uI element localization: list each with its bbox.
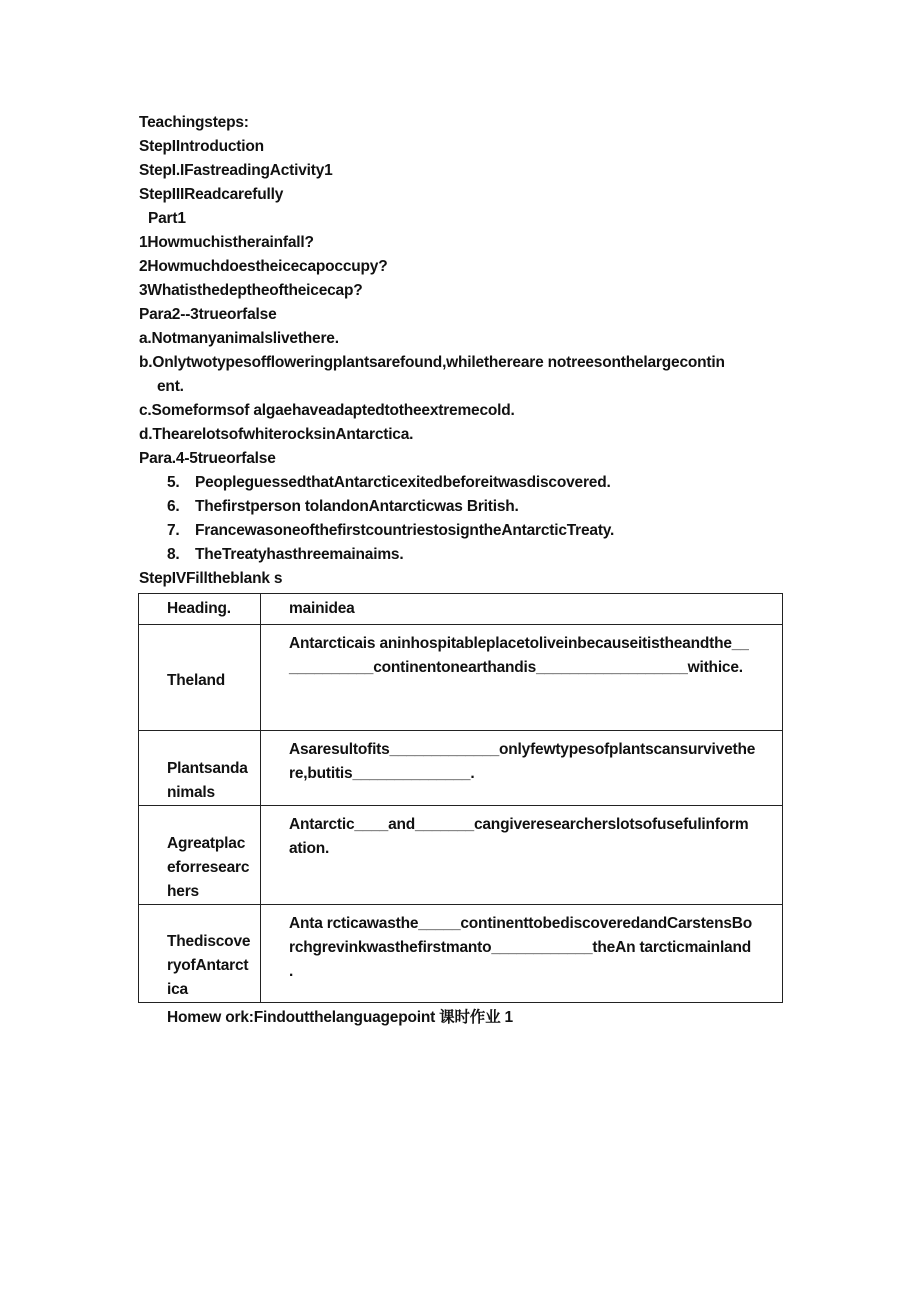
para45-item bbox=[167, 546, 403, 564]
heading-line: eforresearc bbox=[167, 859, 250, 876]
step-4: StepIVFilltheblank s bbox=[139, 570, 283, 587]
item-text: TheTreatyhasthreemainaims. bbox=[195, 546, 404, 563]
part-1-label: Part1 bbox=[148, 210, 186, 227]
item-text: PeopleguessedthatAntarcticexitedbeforeitwasdiscovered. bbox=[195, 474, 611, 491]
para45-item bbox=[167, 522, 614, 540]
para45-title: Para.4-5trueorfalse bbox=[139, 450, 276, 467]
heading-line: Agreatplac bbox=[167, 835, 246, 852]
para23-statement-c: c.Someformsof algaehaveadaptedtotheextremecold. bbox=[139, 402, 515, 419]
para23-title: Para2--3trueorfalse bbox=[139, 306, 277, 323]
item-text: FrancewasoneofthefirstcountriestosigntheAntarcticTreaty. bbox=[195, 522, 615, 539]
mainidea-line: Antarcticais aninhospitableplacetoliveinbecauseitistheandthe__ bbox=[289, 635, 749, 652]
heading-line: hers bbox=[167, 883, 199, 900]
table-row bbox=[139, 806, 783, 905]
row-mainidea bbox=[261, 731, 782, 786]
mainidea-line: __________continentonearthandis__________________withice. bbox=[289, 659, 743, 676]
para23-statement-d: d.ThearelotsofwhiterocksinAntarctica. bbox=[139, 426, 414, 443]
para23-statement-b: b.Onlytwotypesoffloweringplantsarefound,whilethereare notreesonthelargecontin bbox=[139, 354, 725, 371]
question-3: 3Whatisthedeptheoftheicecap? bbox=[139, 282, 363, 299]
question-2: 2Howmuchdoestheicecapoccupy? bbox=[139, 258, 388, 275]
question-1: 1Howmuchistherainfall? bbox=[139, 234, 314, 251]
item-number: 7. bbox=[167, 522, 180, 539]
row-mainidea bbox=[261, 806, 782, 861]
row-heading bbox=[139, 905, 260, 1002]
item-number: 5. bbox=[167, 474, 180, 491]
row-mainidea bbox=[261, 905, 782, 984]
mainidea-line: ation. bbox=[289, 840, 330, 857]
row-heading bbox=[139, 731, 260, 805]
heading-line: nimals bbox=[167, 784, 215, 801]
mainidea-line: Anta rcticawasthe_____continenttobediscoveredandCarstensBo bbox=[289, 915, 753, 932]
row-mainidea bbox=[261, 625, 782, 680]
heading-line: Thediscove bbox=[167, 933, 251, 950]
para45-item bbox=[167, 474, 611, 492]
mainidea-line: . bbox=[289, 963, 294, 980]
mainidea-line: Antarctic____and_______cangiveresearcherslotsofusefulinform bbox=[289, 816, 749, 833]
header-mainidea: mainidea bbox=[289, 600, 355, 617]
item-text: Thefirstperson tolandonAntarcticwas British. bbox=[195, 498, 519, 515]
step-2: StepI.IFastreadingActivity1 bbox=[139, 162, 333, 179]
table-row bbox=[139, 625, 783, 731]
row-heading bbox=[139, 806, 260, 904]
para45-item bbox=[167, 498, 519, 516]
table-row bbox=[139, 731, 783, 806]
heading-line: ica bbox=[167, 981, 188, 998]
fill-blanks-table bbox=[138, 593, 783, 1003]
heading-line: ryofAntarct bbox=[167, 957, 249, 974]
table-row bbox=[139, 905, 783, 1003]
item-number: 8. bbox=[167, 546, 180, 563]
mainidea-line: Asaresultofits_____________onlyfewtypesofplantscansurvivethe bbox=[289, 741, 756, 758]
mainidea-line: rchgrevinkwasthefirstmanto____________theAn tarcticmainland bbox=[289, 939, 752, 956]
teaching-steps-title: Teachingsteps: bbox=[139, 114, 249, 131]
homework-line: Homew ork:Findoutthelanguagepoint 课时作业 1 bbox=[167, 1009, 513, 1026]
step-3: StepIIIReadcarefully bbox=[139, 186, 284, 203]
table-header-row bbox=[139, 594, 783, 625]
step-1: StepIIntroduction bbox=[139, 138, 264, 155]
para23-statement-a: a.Notmanyanimalslivethere. bbox=[139, 330, 339, 347]
item-number: 6. bbox=[167, 498, 180, 515]
header-heading: Heading. bbox=[167, 600, 231, 617]
para23-statement-b-cont: ent. bbox=[157, 378, 184, 395]
row-heading: Theland bbox=[167, 672, 226, 689]
heading-line: Plantsanda bbox=[167, 760, 248, 777]
mainidea-line: re,butitis______________. bbox=[289, 765, 475, 782]
